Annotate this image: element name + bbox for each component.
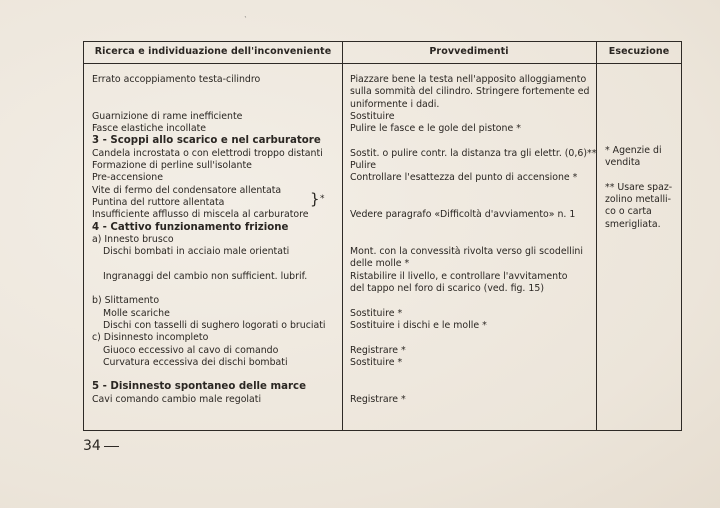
remedy-line: del tappo nel foro di scarico (ved. fig. 15) xyxy=(350,283,544,295)
remedy-line: sulla sommità del cilindro. Stringere fortemente ed xyxy=(350,86,590,98)
stray-mark: ` xyxy=(244,16,248,24)
remedy-line: Vedere paragrafo «Difficoltà d'avviamento» n. 1 xyxy=(350,209,576,221)
remedy-line: Sostituire i dischi e le molle * xyxy=(350,319,487,331)
brace-star: * xyxy=(320,194,325,204)
cause-line xyxy=(92,99,325,111)
remedy-column xyxy=(350,74,596,406)
remedy-line: Registrare * xyxy=(350,393,406,405)
remedy-line xyxy=(350,234,596,246)
remedy-line: Pulire xyxy=(350,160,377,172)
header-execution: Esecuzione xyxy=(608,46,670,57)
remedy-line: delle molle * xyxy=(350,258,410,270)
cause-line: Candela incrostata o con elettrodi troppo distanti xyxy=(92,147,323,159)
cause-line: c) Disinnesto incompleto xyxy=(92,332,209,344)
cause-line: Dischi con tasselli di sughero logorati o bruciati xyxy=(103,319,326,331)
cause-line: Insufficiente afflusso di miscela al carburatore xyxy=(92,209,309,221)
remedy-line: Sostituire * xyxy=(350,307,403,319)
column-divider-1 xyxy=(342,42,343,430)
cause-line: Vite di fermo del condensatore allentata xyxy=(92,184,282,196)
remedy-line xyxy=(350,222,596,234)
cause-line: Puntina del ruttore allentata xyxy=(92,196,225,208)
remedy-line xyxy=(350,197,596,209)
remedy-line: Sostituire xyxy=(350,110,395,122)
remedy-line: Sostit. o pulire contr. la distanza tra gli elettr. (0,6)** xyxy=(350,147,597,159)
cause-line: Cavi comando cambio male regolati xyxy=(92,393,262,405)
cause-line: Errato accoppiamento testa-cilindro xyxy=(92,74,261,85)
remedy-line: Registrare * xyxy=(350,344,406,356)
remedy-line xyxy=(350,135,596,147)
cause-line: Ingranaggi del cambio non sufficient. lubrif. xyxy=(103,270,308,282)
execution-column xyxy=(605,145,672,231)
troubleshooting-table xyxy=(83,41,682,431)
remedy-line: Pulire le fasce e le gole del pistone * xyxy=(350,123,521,135)
cause-line xyxy=(92,283,325,295)
cause-line xyxy=(92,258,325,270)
remedy-line xyxy=(350,185,596,197)
execution-line: ** Usare spaz- xyxy=(605,181,673,193)
remedy-line xyxy=(350,332,596,344)
execution-line xyxy=(605,170,672,182)
cause-line: Curvatura eccessiva dei dischi bombati xyxy=(103,356,288,368)
remedy-line xyxy=(350,369,596,381)
cause-line: Fasce elastiche incollate xyxy=(92,123,207,135)
cause-line: Dischi bombati in acciaio male orientati xyxy=(103,246,290,258)
execution-line: zolino metalli- xyxy=(605,194,672,206)
cause-line: Molle scariche xyxy=(103,307,170,319)
section-heading: 4 - Cattivo funzionamento frizione xyxy=(92,221,289,233)
execution-line: vendita xyxy=(605,157,641,169)
header-divider xyxy=(84,63,681,64)
cause-line: Giuoco eccessivo al cavo di comando xyxy=(103,344,279,356)
page-number-dash xyxy=(104,446,119,447)
cause-line: b) Slittamento xyxy=(92,295,160,307)
remedy-line xyxy=(350,381,596,393)
cause-line: Guarnizione di rame inefficiente xyxy=(92,110,243,122)
remedy-line: uniformente i dadi. xyxy=(350,98,440,110)
execution-line: smerigliata. xyxy=(605,218,661,230)
cause-line: Pre-accensione xyxy=(92,172,163,184)
remedy-line: Ristabilire il livello, e controllare l'avvitamento xyxy=(350,270,568,282)
cause-line xyxy=(92,86,325,98)
header-remedy: Provvedimenti xyxy=(429,46,509,57)
remedy-line xyxy=(350,295,596,307)
brace-mark: } xyxy=(310,190,320,208)
section-heading: 3 - Scoppi allo scarico e nel carburatore xyxy=(92,135,321,147)
cause-line: Formazione di perline sull'isolante xyxy=(92,160,252,172)
header-cause: Ricerca e individuazione dell'inconveniente xyxy=(94,46,332,57)
remedy-line: Controllare l'esattezza del punto di accensione * xyxy=(350,172,578,184)
cause-line xyxy=(92,369,325,381)
cause-column xyxy=(92,74,325,406)
page-number: 34 xyxy=(83,438,101,454)
execution-line: co o carta xyxy=(605,206,652,218)
remedy-line: Sostituire * xyxy=(350,356,403,368)
cause-line: a) Innesto brusco xyxy=(92,233,174,245)
execution-line: * Agenzie di xyxy=(605,145,662,156)
section-heading: 5 - Disinnesto spontaneo delle marce xyxy=(92,381,306,393)
remedy-line: Mont. con la convessità rivolta verso gli scodellini xyxy=(350,246,583,258)
remedy-line: Piazzare bene la testa nell'apposito alloggiamento xyxy=(350,74,587,85)
